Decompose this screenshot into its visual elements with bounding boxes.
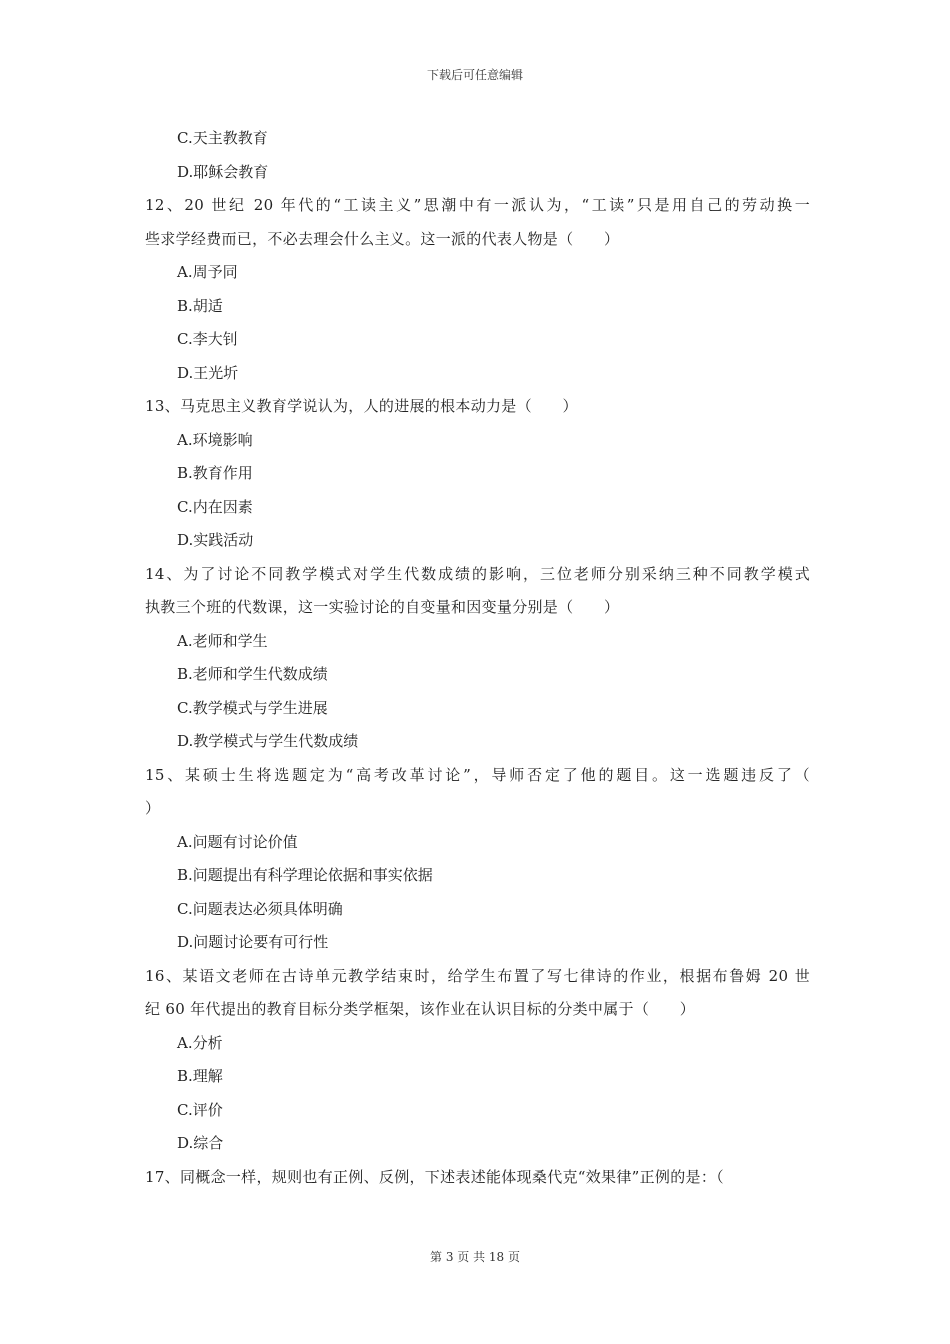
answer-option: B.教育作用	[177, 464, 253, 482]
answer-option: A.老师和学生	[177, 631, 268, 650]
answer-option: B.胡适	[177, 296, 223, 315]
question-text: ）	[145, 799, 161, 817]
answer-option: D.实践活动	[177, 531, 254, 549]
question-text: 15、某硕士生将选题定为“高考改革讨论”，导师否定了他的题目。这一选题违反了（	[145, 765, 810, 784]
answer-option: A.周予同	[177, 263, 238, 281]
answer-option: D.问题讨论要有可行性	[177, 933, 329, 951]
answer-option: A.问题有讨论价值	[177, 832, 298, 851]
question-text: 13、马克思主义教育学说认为，人的进展的根本动力是（ ）	[145, 397, 578, 415]
question-list	[145, 122, 810, 1194]
question-text: 17、同概念一样，规则也有正例、反例，下述表述能体现桑代克“效果律”正例的是：（	[145, 1167, 724, 1186]
answer-option: C.教学模式与学生进展	[177, 698, 328, 717]
page-header: 下载后可任意编辑	[426, 68, 523, 82]
answer-option: B.老师和学生代数成绩	[177, 665, 328, 683]
question-text: 纪 60 年代提出的教育目标分类学框架，该作业在认识目标的分类中属于（ ）	[145, 1000, 696, 1018]
answer-option: C.李大钊	[177, 330, 238, 348]
answer-option: D.综合	[177, 1134, 224, 1152]
page-number: 第 3 页 共 18 页	[430, 1250, 520, 1264]
question-text: 些求学经费而已，不必去理会什么主义。这一派的代表人物是（ ）	[145, 229, 620, 248]
answer-option: A.分析	[177, 1033, 223, 1052]
answer-option: D.耶稣会教育	[177, 162, 269, 181]
question-text: 16、某语文老师在古诗单元教学结束时，给学生布置了写七律诗的作业，根据布鲁姆 20 世	[145, 966, 810, 985]
answer-option: C.评价	[177, 1100, 223, 1119]
answer-option: D.王光圻	[177, 363, 239, 382]
question-text: 14、为了讨论不同教学模式对学生代数成绩的影响，三位老师分别采纳三种不同教学模式	[145, 564, 810, 583]
answer-option: D.教学模式与学生代数成绩	[177, 732, 359, 750]
question-text: 12、20 世纪 20 年代的“工读主义”思潮中有一派认为，“工读”只是用自己的劳动换一	[145, 196, 810, 214]
question-text: 执教三个班的代数课，这一实验讨论的自变量和因变量分别是（ ）	[145, 598, 620, 616]
answer-option: A.环境影响	[177, 430, 253, 449]
answer-option: B.问题提出有科学理论依据和事实依据	[177, 866, 433, 884]
answer-option: C.问题表达必须具体明确	[177, 899, 343, 918]
answer-option: B.理解	[177, 1067, 223, 1085]
answer-option: C.内在因素	[177, 497, 253, 516]
answer-option: C.天主教教育	[177, 129, 268, 147]
